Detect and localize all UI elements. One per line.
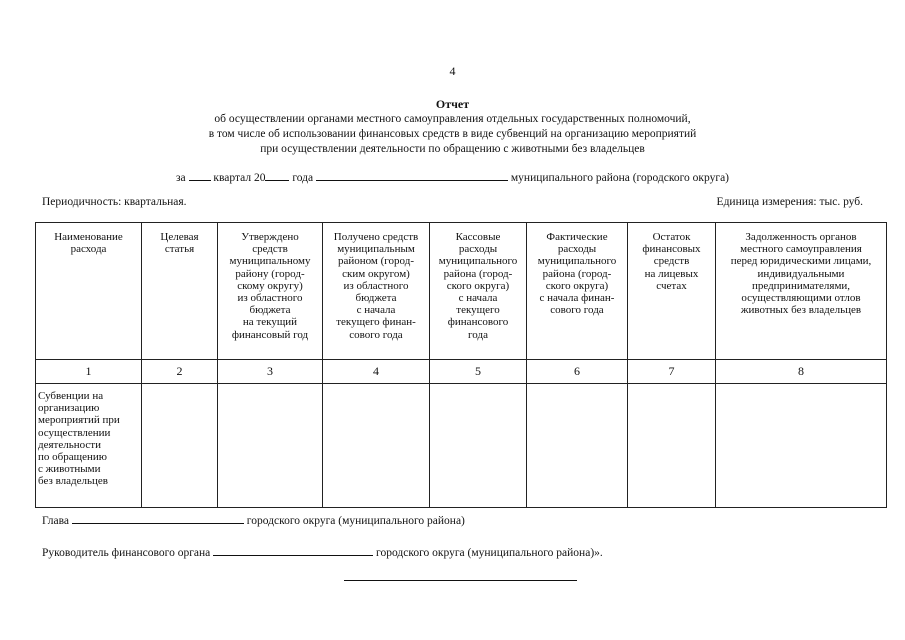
municipality-blank[interactable] bbox=[316, 170, 508, 181]
cell-approved-funds[interactable] bbox=[218, 384, 323, 508]
year-label: года bbox=[292, 172, 314, 184]
frequency-label: Периодичность: квартальная. bbox=[42, 196, 187, 208]
report-table bbox=[35, 222, 887, 508]
cell-received-funds[interactable] bbox=[323, 384, 430, 508]
column-number: 2 bbox=[142, 360, 218, 384]
column-number: 8 bbox=[716, 360, 887, 384]
finance-signature-blank[interactable] bbox=[213, 545, 373, 556]
reporting-period-line bbox=[0, 170, 905, 184]
column-number: 4 bbox=[323, 360, 430, 384]
header-remaining-funds: Остаток финансовых средств на лицевых счетах bbox=[628, 223, 716, 360]
cell-cash-expenses[interactable] bbox=[430, 384, 527, 508]
head-signature-line bbox=[42, 513, 465, 527]
header-target-article: Целевая статья bbox=[142, 223, 218, 360]
subtitle-line-1: об осуществлении органами местного самоуправления отдельных государственных полномочий, bbox=[214, 113, 691, 125]
head-signature-blank[interactable] bbox=[72, 513, 244, 524]
period-suffix: муниципального района (городского округа) bbox=[510, 172, 730, 184]
page-number: 4 bbox=[449, 64, 456, 78]
finance-signature-suffix: городского округа (муниципального района)». bbox=[376, 547, 603, 559]
header-debt: Задолженность органов местного самоуправления перед юридическими лицами, индивидуальными предпринимателями, осуществляющими отлов животных без владельцев bbox=[716, 223, 887, 360]
units-label: Единица измерения: тыс. руб. bbox=[716, 196, 863, 208]
subtitle-line-3: при осуществлении деятельности по обращению с животными без владельцев bbox=[260, 143, 645, 155]
year-blank[interactable] bbox=[265, 170, 289, 181]
column-number: 3 bbox=[218, 360, 323, 384]
column-number: 1 bbox=[36, 360, 142, 384]
header-received-funds: Получено средств муниципальным районом (город- ским округом) из областного бюджета с начала текущего финан- сового года bbox=[323, 223, 430, 360]
closing-divider-line bbox=[344, 580, 577, 581]
quarter-blank[interactable] bbox=[189, 170, 211, 181]
head-signature-suffix: городского округа (муниципального района) bbox=[246, 515, 465, 527]
finance-signature-prefix: Руководитель финансового органа bbox=[42, 547, 211, 559]
column-number-row bbox=[36, 360, 887, 384]
quarter-label: квартал 20 bbox=[213, 172, 266, 184]
header-cash-expenses: Кассовые расходы муниципального района (город- ского округа) с начала текущего финансового года bbox=[430, 223, 527, 360]
header-actual-expenses: Фактические расходы муниципального района (город- ского округа) с начала финан- сового года bbox=[527, 223, 628, 360]
cell-debt[interactable] bbox=[716, 384, 887, 508]
column-number: 7 bbox=[628, 360, 716, 384]
cell-remaining-funds[interactable] bbox=[628, 384, 716, 508]
report-title: Отчет bbox=[435, 97, 470, 111]
column-number: 5 bbox=[430, 360, 527, 384]
head-signature-prefix: Глава bbox=[42, 515, 70, 527]
subtitle-line-2: в том числе об использовании финансовых средств в виде субвенций на организацию мероприятий bbox=[208, 128, 697, 140]
row-expense-name: Субвенции на организацию мероприятий при осуществлении деятельности по обращению с животными без владельцев bbox=[36, 384, 142, 508]
finance-signature-line bbox=[42, 545, 603, 559]
cell-target-article[interactable] bbox=[142, 384, 218, 508]
table-header-row bbox=[36, 223, 887, 360]
period-prefix: за bbox=[175, 172, 186, 184]
cell-actual-expenses[interactable] bbox=[527, 384, 628, 508]
table-row bbox=[36, 384, 887, 508]
header-expense-name: Наименование расхода bbox=[36, 223, 142, 360]
header-approved-funds: Утверждено средств муниципальному району (город- скому округу) из областного бюджета на текущий финансовый год bbox=[218, 223, 323, 360]
column-number: 6 bbox=[527, 360, 628, 384]
